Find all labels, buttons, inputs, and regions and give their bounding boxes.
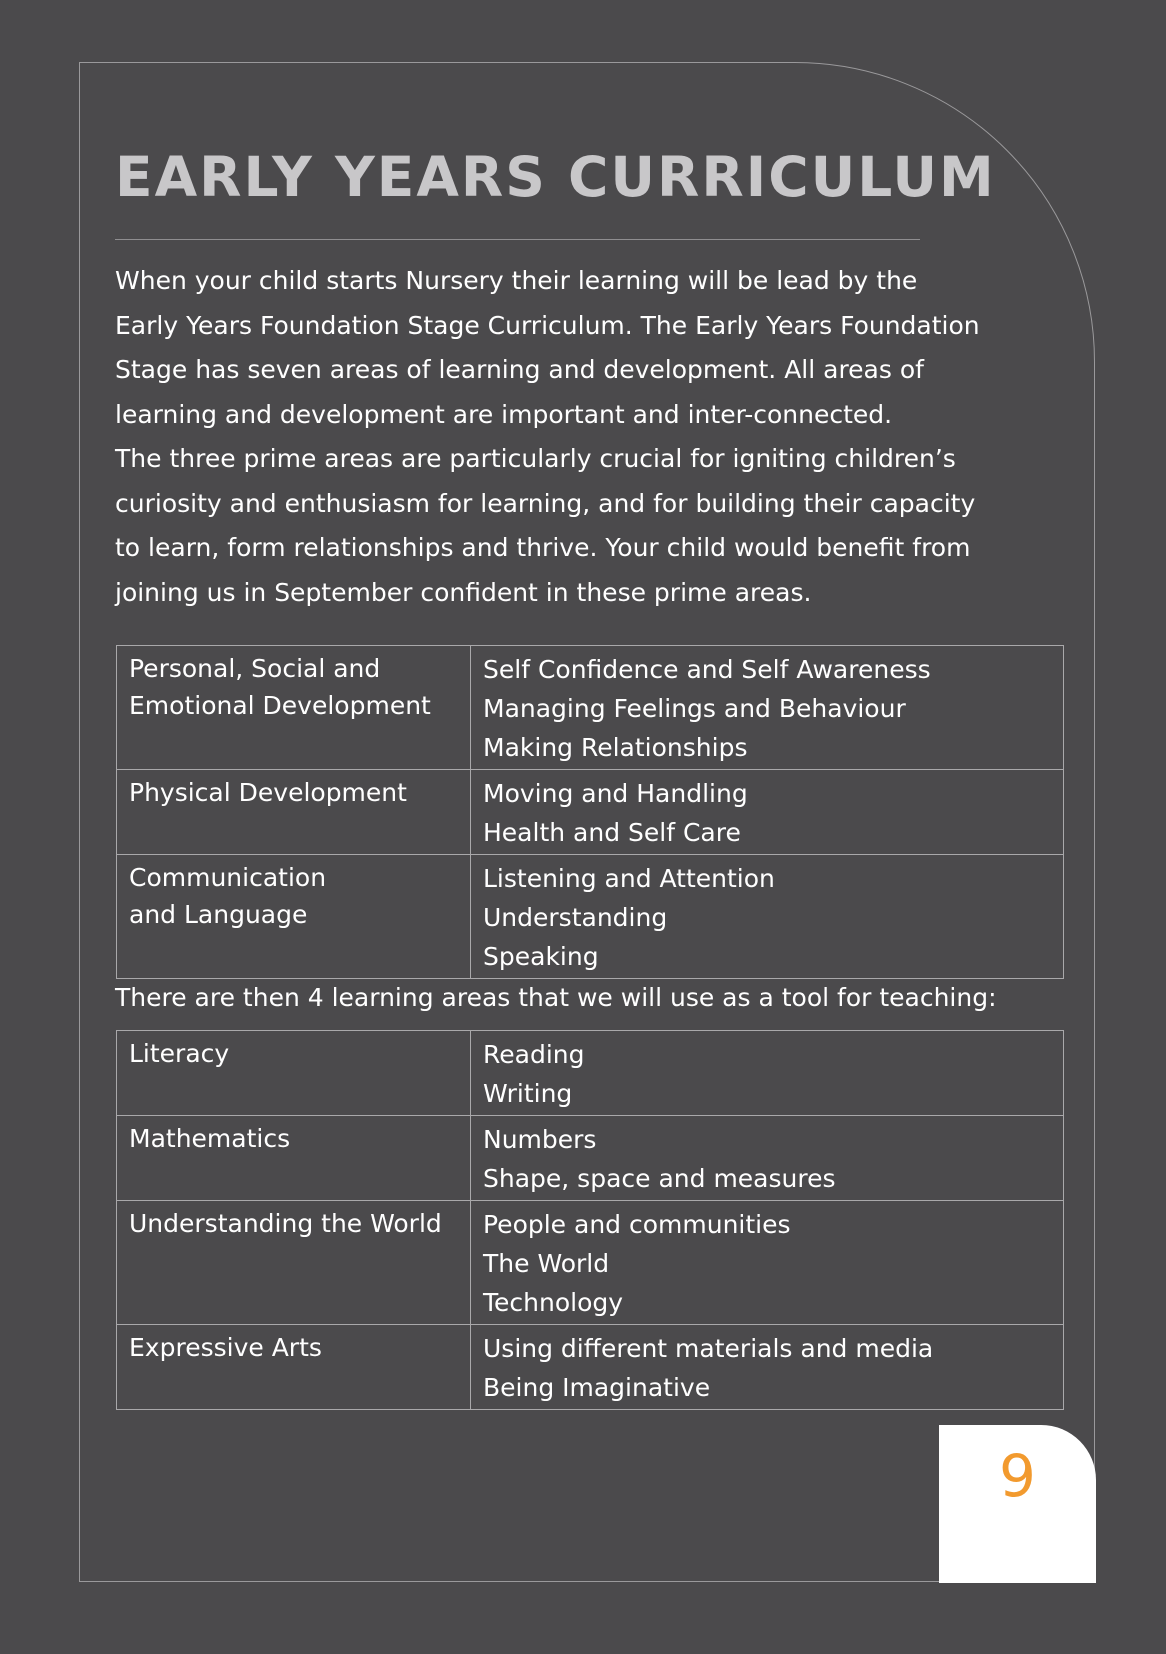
intro-line: to learn, form relationships and thrive. Your child would benefit from	[115, 533, 971, 562]
area-cell	[117, 1325, 471, 1410]
aspects-cell	[471, 646, 1064, 770]
table-row	[117, 770, 1064, 855]
aspect-item: Numbers	[483, 1125, 597, 1154]
intro-paragraph	[115, 259, 1075, 615]
aspects-cell	[471, 1325, 1064, 1410]
aspects-cell	[471, 1201, 1064, 1325]
aspect-item: Speaking	[483, 942, 599, 971]
aspects-cell	[471, 1031, 1064, 1116]
table-row	[117, 1116, 1064, 1201]
aspect-item: Health and Self Care	[483, 818, 741, 847]
aspect-item: Being Imaginative	[483, 1373, 711, 1402]
aspect-item: Writing	[483, 1079, 573, 1108]
area-cell	[117, 1201, 471, 1325]
table-row	[117, 1201, 1064, 1325]
area-label: and Language	[129, 900, 308, 929]
area-label: Physical Development	[129, 778, 407, 807]
table-row	[117, 646, 1064, 770]
learning-areas-intro: There are then 4 learning areas that we will use as a tool for teaching:	[115, 983, 997, 1012]
intro-line: learning and development are important and inter-connected.	[115, 399, 893, 429]
intro-line: When your child starts Nursery their learning will be lead by the	[115, 266, 918, 295]
intro-line: Early Years Foundation Stage Curriculum. The Early Years Foundation	[115, 310, 980, 340]
aspect-item: Managing Feelings and Behaviour	[483, 694, 906, 723]
aspects-cell	[471, 1116, 1064, 1201]
area-cell	[117, 1116, 471, 1201]
area-cell	[117, 1031, 471, 1116]
aspect-item: Listening and Attention	[483, 864, 775, 893]
aspect-item: The World	[483, 1249, 610, 1278]
area-label: Personal, Social and	[129, 654, 381, 683]
aspect-item: Moving and Handling	[483, 779, 748, 808]
area-cell	[117, 646, 471, 770]
aspect-item: Using different materials and media	[483, 1334, 934, 1363]
area-label: Literacy	[129, 1039, 230, 1068]
table-row	[117, 855, 1064, 979]
prime-areas-table	[116, 645, 1064, 979]
intro-line: joining us in September confident in these prime areas.	[115, 577, 812, 607]
aspect-item: Shape, space and measures	[483, 1164, 836, 1193]
intro-line: The three prime areas are particularly crucial for igniting children’s	[115, 444, 956, 473]
intro-line: Stage has seven areas of learning and development. All areas of	[115, 355, 924, 384]
area-label: Expressive Arts	[129, 1333, 322, 1362]
specific-areas-table	[116, 1030, 1064, 1410]
area-cell	[117, 770, 471, 855]
table-row	[117, 1325, 1064, 1410]
aspects-cell	[471, 770, 1064, 855]
aspect-item: Technology	[483, 1288, 624, 1317]
table-row	[117, 1031, 1064, 1116]
area-cell	[117, 855, 471, 979]
page-title: EARLY YEARS CURRICULUM	[115, 145, 996, 209]
page-number: 9	[999, 1442, 1036, 1510]
page-number-tab	[939, 1425, 1096, 1583]
aspect-item: Understanding	[483, 903, 668, 932]
aspects-cell	[471, 855, 1064, 979]
aspect-item: People and communities	[483, 1210, 791, 1239]
aspect-item: Self Confidence and Self Awareness	[483, 655, 931, 684]
area-label: Emotional Development	[129, 691, 431, 720]
aspect-item: Making Relationships	[483, 733, 748, 762]
title-divider	[115, 239, 920, 240]
area-label: Understanding the World	[129, 1209, 442, 1238]
area-label: Mathematics	[129, 1124, 291, 1153]
area-label: Communication	[129, 863, 327, 892]
intro-line: curiosity and enthusiasm for learning, and for building their capacity	[115, 488, 976, 518]
aspect-item: Reading	[483, 1040, 585, 1069]
